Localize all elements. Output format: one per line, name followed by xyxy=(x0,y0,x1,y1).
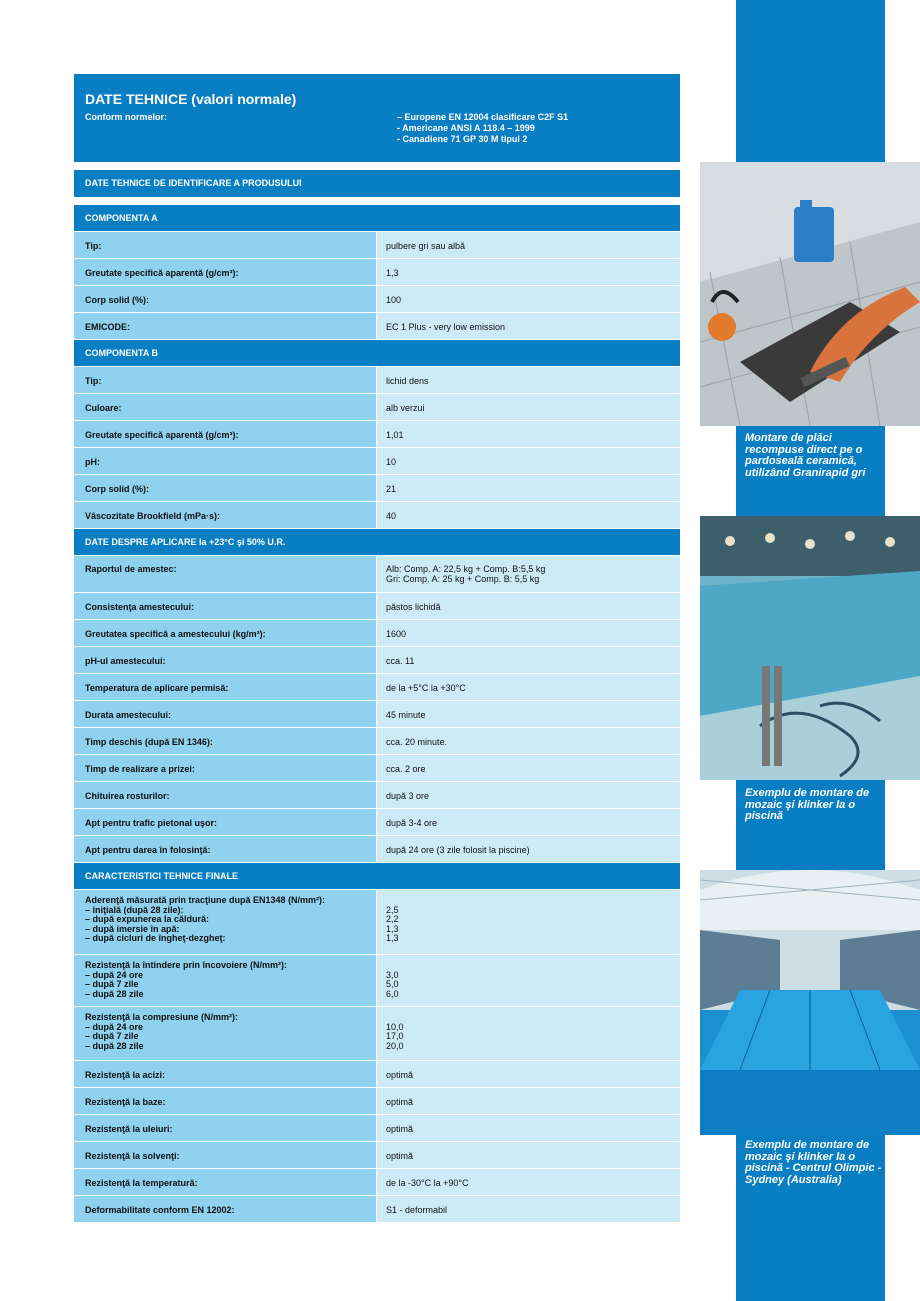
row-value: EC 1 Plus - very low emission xyxy=(376,313,680,339)
photo-caption: Montare de plăci recompuse direct pe o pardoseală ceramică, utilizând Granirapid gri xyxy=(745,432,866,479)
table-row xyxy=(74,448,680,475)
row-label: Durata amestecului: xyxy=(74,701,376,727)
row-label: Temperatura de aplicare permisă: xyxy=(74,674,376,700)
page-title: DATE TEHNICE (valori normale) xyxy=(85,91,297,107)
row-label: Raportul de amestec: xyxy=(85,564,177,574)
row-value: alb verzui xyxy=(376,394,680,420)
table-row xyxy=(74,647,680,674)
row-value: 1,01 xyxy=(376,421,680,447)
table-row xyxy=(74,1061,680,1088)
norm-item: - Canadiene 71 GP 30 M tipul 2 xyxy=(397,134,528,144)
photo-column xyxy=(700,0,920,1301)
row-value: păstos lichidă xyxy=(376,593,680,619)
row-value: după 3 ore xyxy=(376,782,680,808)
table-row xyxy=(74,421,680,448)
photo-tile-laying xyxy=(700,162,920,426)
section-component-a: COMPONENTA A xyxy=(74,205,680,232)
row-label: Rezistenţă la baze: xyxy=(74,1088,376,1114)
row-label: Corp solid (%): xyxy=(74,286,376,312)
row-label: Greutate specifică aparentă (g/cm³): xyxy=(74,259,376,285)
photo-caption: Exemplu de montare de mozaic şi klinker la o piscină - Centrul Olimpic - Sydney (Australia) xyxy=(745,1139,882,1186)
table-row xyxy=(74,782,680,809)
table-row xyxy=(74,701,680,728)
table-row xyxy=(74,1088,680,1115)
table-row xyxy=(74,674,680,701)
blue-bar-top xyxy=(736,0,885,162)
row-label: Chituirea rosturilor: xyxy=(74,782,376,808)
section-application: DATE DESPRE APLICARE la +23°C şi 50% U.R. xyxy=(74,529,680,556)
row-value: 3,0 xyxy=(386,969,399,980)
row-value: lichid dens xyxy=(376,367,680,393)
norm-item: – Europene EN 12004 clasificare C2F S1 xyxy=(397,112,569,122)
row-value: Alb: Comp. A: 22,5 kg + Comp. B:5,5 kg xyxy=(386,564,546,574)
row-value: S1 - deformabil xyxy=(376,1196,680,1222)
application-rows xyxy=(74,593,680,863)
row-label: Corp solid (%): xyxy=(74,475,376,501)
row-value: 5,0 xyxy=(386,979,399,989)
row-value: optimă xyxy=(376,1142,680,1168)
row-value: 2,2 xyxy=(386,914,399,924)
row-value: cca. 20 minute. xyxy=(376,728,680,754)
norms-label: Conform normelor: xyxy=(85,112,167,122)
row-label: pH-ul amestecului: xyxy=(74,647,376,673)
technical-data-table xyxy=(74,74,680,1223)
row-value: 100 xyxy=(376,286,680,312)
row-label: Tip: xyxy=(74,367,376,393)
row-value: 20,0 xyxy=(386,1040,404,1051)
row-label: Rezistenţă la uleiuri: xyxy=(74,1115,376,1141)
row-label: Greutatea specifică a amestecului (kg/m³): xyxy=(74,620,376,646)
table-row xyxy=(74,367,680,394)
row-label: Rezistenţă la temperatură: xyxy=(74,1169,376,1195)
table-row xyxy=(74,556,680,593)
norms-list xyxy=(397,112,568,145)
section-final: CARACTERISTICI TEHNICE FINALE xyxy=(74,863,680,890)
row-value: 10,0 xyxy=(386,1021,404,1032)
table-header xyxy=(74,74,680,162)
row-label: – după 7 zile xyxy=(85,979,139,989)
photo-pool-2 xyxy=(700,870,920,1135)
olympic-pool-photo xyxy=(700,870,920,1135)
row-label: Timp de realizare a prizei: xyxy=(74,755,376,781)
row-label: pH: xyxy=(74,448,376,474)
table-row xyxy=(74,836,680,863)
table-row xyxy=(74,809,680,836)
row-value: 21 xyxy=(376,475,680,501)
row-label: Greutate specifică aparentă (g/cm³): xyxy=(74,421,376,447)
table-row xyxy=(74,1142,680,1169)
row-value: de la +5°C la +30°C xyxy=(376,674,680,700)
component-a-rows xyxy=(74,232,680,340)
row-label: Aderenţă măsurată prin tracţiune după EN1348 (N/mm²): xyxy=(85,895,326,905)
row-label: – după cicluri de îngheţ-dezgheţ: xyxy=(85,933,226,943)
row-label: – iniţială (după 28 zile): xyxy=(85,904,184,915)
table-row xyxy=(74,620,680,647)
final-rows xyxy=(74,1061,680,1223)
table-row xyxy=(74,890,680,955)
table-row xyxy=(74,475,680,502)
row-value: 1600 xyxy=(376,620,680,646)
table-row xyxy=(74,232,680,259)
table-row xyxy=(74,394,680,421)
row-value: optimă xyxy=(376,1061,680,1087)
row-label: – după expunerea la căldură: xyxy=(85,914,210,924)
photo-caption: Exemplu de montare de mozaic şi klinker la o piscină xyxy=(745,787,870,822)
row-label: Culoare: xyxy=(74,394,376,420)
row-value: Gri: Comp. A: 25 kg + Comp. B: 5,5 kg xyxy=(386,573,540,584)
row-value: optimă xyxy=(376,1115,680,1141)
row-value: pulbere gri sau albă xyxy=(376,232,680,258)
row-label: Rezistenţă la compresiune (N/mm²): xyxy=(85,1012,239,1022)
row-label: Timp deschis (după EN 1346): xyxy=(74,728,376,754)
row-value: 45 minute xyxy=(376,701,680,727)
row-label: – după 24 ore xyxy=(85,969,144,980)
table-row xyxy=(74,1007,680,1061)
table-row xyxy=(74,1115,680,1142)
row-label: Rezistenţă la solvenţi: xyxy=(74,1142,376,1168)
table-row xyxy=(74,1169,680,1196)
row-label: Consistenţa amestecului: xyxy=(74,593,376,619)
tile-laying-photo xyxy=(700,162,920,426)
row-label: – după imersie în apă: xyxy=(85,923,180,934)
row-value: 1,3 xyxy=(386,933,399,943)
pool-mosaic-photo xyxy=(700,516,920,780)
table-row xyxy=(74,286,680,313)
row-value: 1,3 xyxy=(386,923,399,934)
row-value: 6,0 xyxy=(386,988,399,999)
photo-pool-1 xyxy=(700,516,920,780)
row-value: 40 xyxy=(376,502,680,528)
table-row xyxy=(74,755,680,782)
table-row xyxy=(74,955,680,1007)
row-value: 2,5 xyxy=(386,904,399,915)
table-row xyxy=(74,313,680,340)
table-row xyxy=(74,728,680,755)
row-value: după 3-4 ore xyxy=(376,809,680,835)
row-label: Apt pentru darea în folosinţă: xyxy=(74,836,376,862)
row-value: de la -30°C la +90°C xyxy=(376,1169,680,1195)
row-label: – după 28 zile xyxy=(85,988,144,999)
row-value: cca. 11 xyxy=(376,647,680,673)
row-label: Apt pentru trafic pietonal uşor: xyxy=(74,809,376,835)
row-value: 17,0 xyxy=(386,1031,404,1041)
row-value: optimă xyxy=(376,1088,680,1114)
row-label: – după 7 zile xyxy=(85,1031,139,1041)
row-label: Tip: xyxy=(74,232,376,258)
norm-item: - Americane ANSI A 118.4 – 1999 xyxy=(397,123,535,133)
row-label: Deformabilitate conform EN 12002: xyxy=(74,1196,376,1222)
row-value: 10 xyxy=(376,448,680,474)
row-label: – după 24 ore xyxy=(85,1021,144,1032)
component-b-rows xyxy=(74,367,680,529)
row-label: Rezistenţă la acizi: xyxy=(74,1061,376,1087)
table-row xyxy=(74,259,680,286)
section-component-b: COMPONENTA B xyxy=(74,340,680,367)
table-row xyxy=(74,593,680,620)
row-label: – după 28 zile xyxy=(85,1040,144,1051)
row-value: 1,3 xyxy=(376,259,680,285)
row-value: după 24 ore (3 zile folosit la piscine) xyxy=(376,836,680,862)
row-label: Rezistenţă la întindere prin încovoiere (N/mm²): xyxy=(85,960,288,970)
row-label: Vâscozitate Brookfield (mPa·s): xyxy=(74,502,376,528)
section-identification: DATE TEHNICE DE IDENTIFICARE A PRODUSULUI xyxy=(74,170,680,197)
table-row xyxy=(74,1196,680,1223)
table-row xyxy=(74,502,680,529)
row-label: EMICODE: xyxy=(74,313,376,339)
row-value: cca. 2 ore xyxy=(376,755,680,781)
